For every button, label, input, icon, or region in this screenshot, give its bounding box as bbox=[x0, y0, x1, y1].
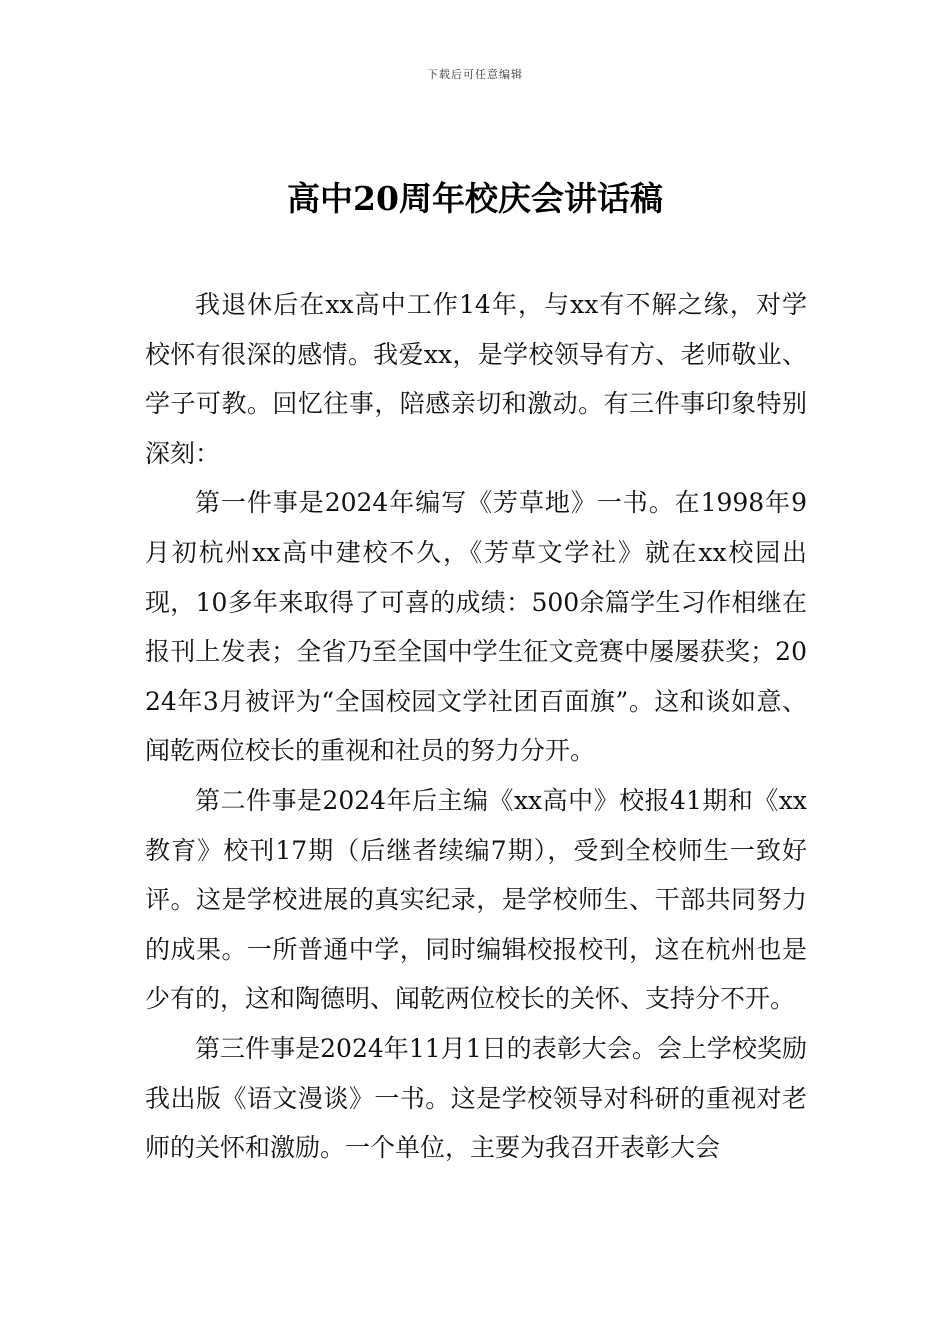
header-note: 下载后可任意编辑 bbox=[427, 68, 523, 81]
document-title: 高中20周年校庆会讲话稿 bbox=[287, 179, 663, 218]
paragraph-3: 第二件事是2024年后主编《xx高中》校报41期和《xx教育》校刊17期（后继者续编7期），受到全校师生一致好评。这是学校进展的真实纪录，是学校师生、干部共同努力的成果。一所普通中学，同时编辑校报校刊，这在杭州也是少有的，这和陶德明、闻乾两位校长的关怀、支持分不开。 bbox=[145, 785, 807, 1014]
document-body bbox=[145, 280, 807, 1173]
paragraph-2: 第一件事是2024年编写《芳草地》一书。在1998年9月初杭州xx高中建校不久，《芳草文学社》就在xx校园出现，10多年来取得了可喜的成绩：500余篇学生习作相继在报刊上发表；全省乃至全国中学生征文竞赛中屡屡获奖；2024年3月被评为“全国校园文学社团百面旗”。这和谈如意、闻乾两位校长的重视和社员的努力分开。 bbox=[145, 488, 807, 766]
paragraph-4: 第三件事是2024年11月1日的表彰大会。会上学校奖励我出版《语文漫谈》一书。这是学校领导对科研的重视对老师的关怀和激励。一个单位，主要为我召开表彰大会 bbox=[145, 1033, 807, 1163]
paragraph-1: 我退休后在xx高中工作14年，与xx有不解之缘，对学校怀有很深的感情。我爱xx，是学校领导有方、老师敬业、学子可教。回忆往事，陪感亲切和激动。有三件事印象特别深刻： bbox=[145, 290, 807, 468]
